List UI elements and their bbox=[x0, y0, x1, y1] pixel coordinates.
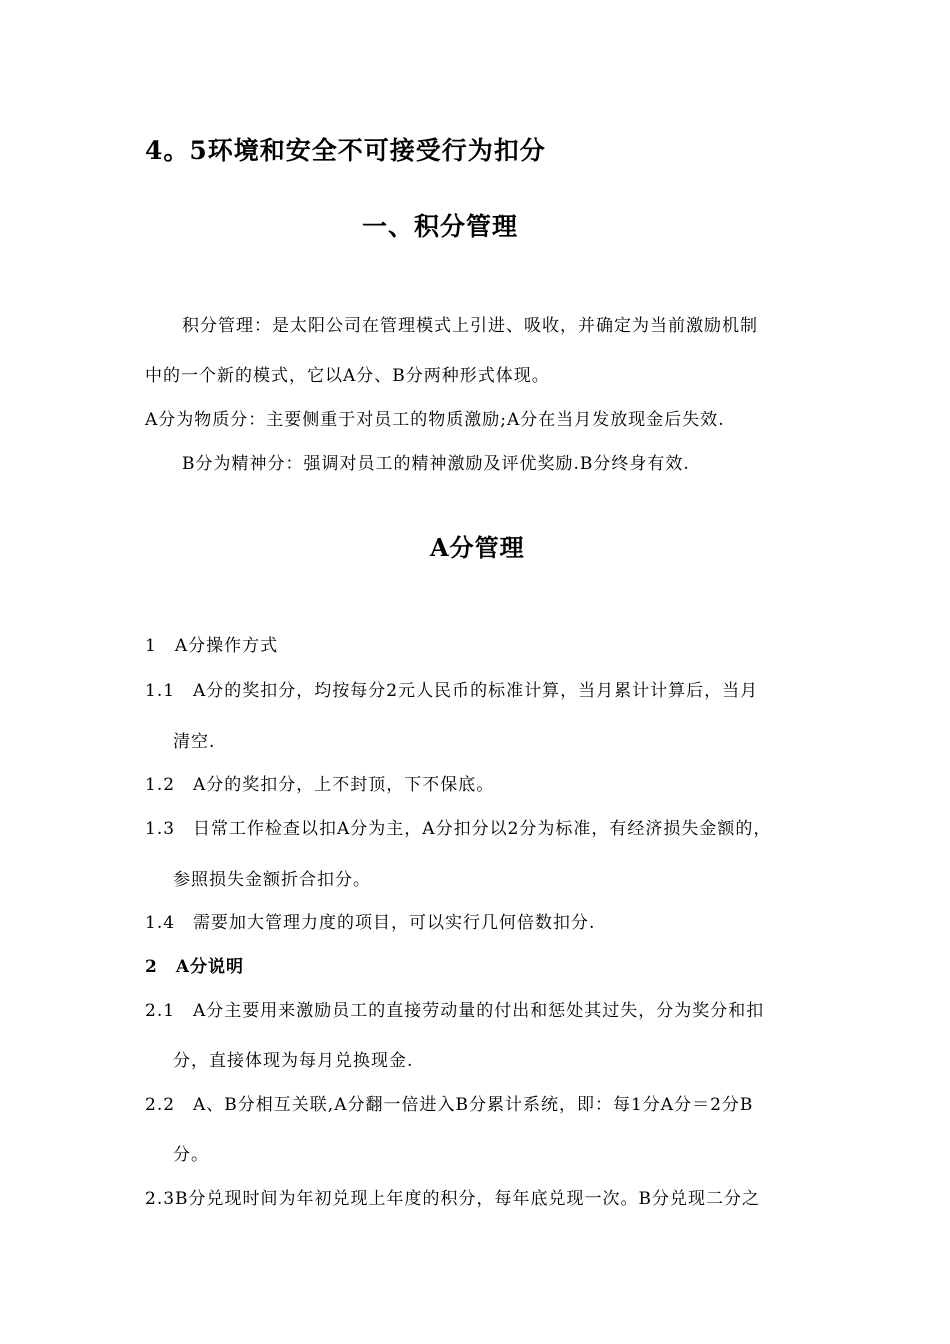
item-1-1-line-1: 1.1 A分的奖扣分，均按每分2元人民币的标准计算，当月累计计算后，当月 bbox=[145, 681, 759, 701]
item-1-2: 1.2 A分的奖扣分，上不封顶，下不保底。 bbox=[145, 775, 495, 795]
section-1-heading: 1 A分操作方式 bbox=[145, 636, 279, 656]
item-1-1-line-2: 清空. bbox=[173, 732, 216, 752]
intro-line-2: 中的一个新的模式，它以A分、B分两种形式体现。 bbox=[145, 366, 550, 386]
section-2-heading: 2 A分说明 bbox=[145, 957, 245, 977]
b-score-definition: B分为精神分：强调对员工的精神激励及评优奖励.B分终身有效. bbox=[182, 454, 690, 474]
item-2-1-line-1: 2.1 A分主要用来激励员工的直接劳动量的付出和惩处其过失，分为奖分和扣 bbox=[145, 1001, 765, 1021]
item-1-4: 1.4 需要加大管理力度的项目，可以实行几何倍数扣分. bbox=[145, 913, 596, 933]
item-1-3-line-2: 参照损失金额折合扣分。 bbox=[173, 870, 371, 890]
item-2-2-line-2: 分。 bbox=[173, 1145, 209, 1165]
a-score-title: A分管理 bbox=[430, 533, 525, 562]
a-score-definition: A分为物质分：主要侧重于对员工的物质激励;A分在当月发放现金后失效. bbox=[145, 410, 725, 430]
section-title: 一、积分管理 bbox=[362, 212, 519, 241]
document-title: 4。5环境和安全不可接受行为扣分 bbox=[145, 136, 546, 165]
item-1-3-line-1: 1.3 日常工作检查以扣A分为主，A分扣分以2分为标准，有经济损失金额的， bbox=[145, 819, 772, 839]
item-2-3-line-1: 2.3B分兑现时间为年初兑现上年度的积分，每年底兑现一次。B分兑现二分之 bbox=[145, 1189, 761, 1209]
item-2-2-line-1: 2.2 A、B分相互关联,A分翻一倍进入B分累计系统，即：每1分A分＝2分B bbox=[145, 1095, 754, 1115]
item-2-1-line-2: 分，直接体现为每月兑换现金. bbox=[173, 1051, 414, 1071]
intro-line-1: 积分管理：是太阳公司在管理模式上引进、吸收，并确定为当前激励机制 bbox=[182, 316, 758, 336]
